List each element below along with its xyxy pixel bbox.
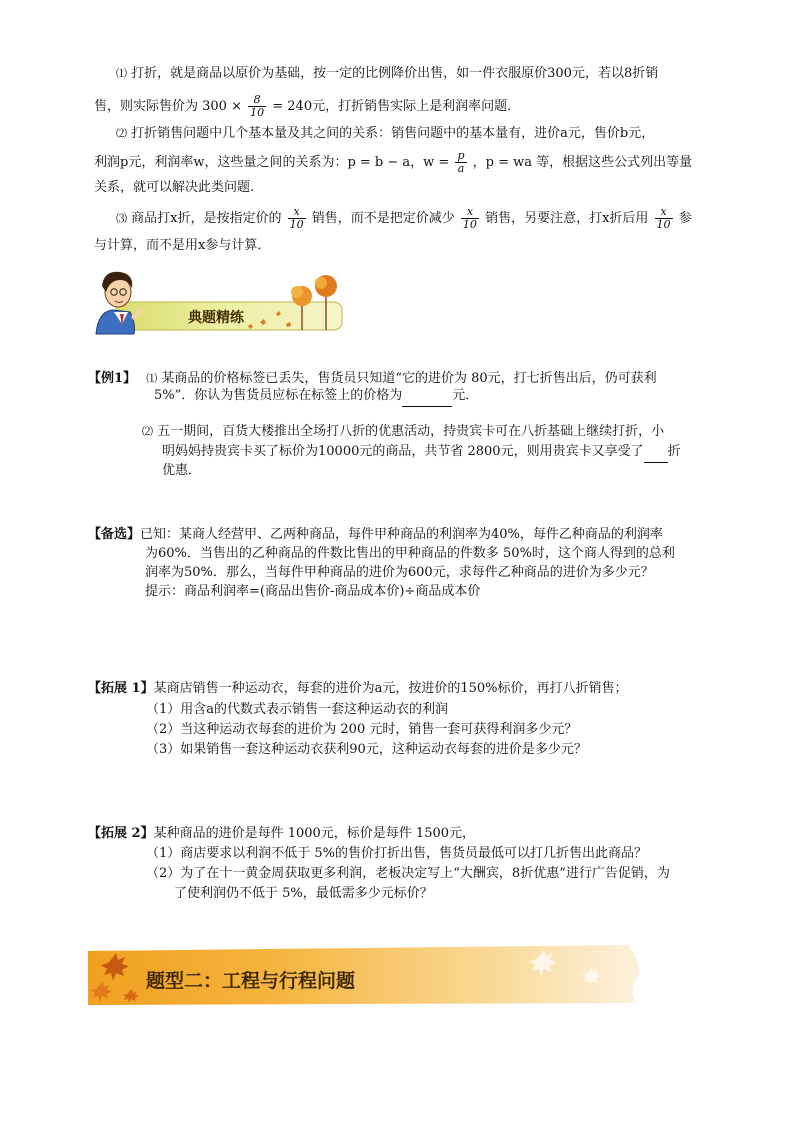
intro-p1-line1 [116,64,658,84]
ext1-line1 [88,679,628,699]
backup-line1 [88,525,663,545]
intro-p3-number: ⑶ [116,212,127,225]
example1-q1-answer-blank[interactable] [402,386,452,407]
section-title-engineering: 题型二：工程与行程问题 [146,970,356,992]
example1-line2 [154,386,478,407]
intro-p3-text-a3: 销售，另要注意，打x折后用 [485,211,649,226]
ext2-tag: 【拓展 2】 [88,826,154,841]
intro-p3-text-a1: 商品打x折，是按指定价的 [131,211,282,226]
example1-tag: 【例1】 [88,371,137,386]
ext1-text-a: 某商店销售一种运动衣，每套的进价为a元，按进价的150%标价，再打八折销售； [153,681,628,696]
intro-p3-fraction-1: $\frac{x}{10}$ [289,205,304,231]
backup-line2: 为60%．当售出的乙种商品的件数比售出的甲种商品的件数多 50%时，这个商人得到的总利 [145,546,675,561]
intro-p2-text-b2: ，p = wa 等，根据这些公式列出等量 [472,155,693,170]
example1-q1-text-a: 某商品的价格标签已丢失，售货员只知道“它的进价为 80元，打七折售出后，仍可获利 [161,371,657,386]
ext2-text-a: 某种商品的进价是每件 1000元，标价是每件 1500元， [153,826,476,841]
ext2-q2-line2: 了使利润仍不低于 5%，最低需多少元标价？ [174,886,433,901]
intro-p1-text-b1: 售，则实际售价为 300 × [94,99,242,114]
intro-p1-fraction: $\frac{8}{10}$ [250,93,265,119]
intro-p2-text-a: 打折销售问题中几个基本量及其之间的关系：销售问题中的基本量有，进价a元，售价b元， [131,126,655,141]
intro-p2-line2 [94,148,692,178]
intro-p2-line3: 关系，就可以解决此类问题. [94,180,255,195]
example1-line4 [162,442,681,463]
example1-line3 [142,422,664,442]
backup-hint: 提示：商品利润率=(商品出售价-商品成本价)÷商品成本价 [145,584,481,599]
example1-line5: 优惠． [162,463,202,478]
example1-q2-text-b2: 折 [667,444,681,459]
section-title-example: 典题精练 [188,310,244,326]
intro-p2-text-b1: 利润p元，利润率w，这些量之间的关系为：p = b − a，w = [94,155,450,170]
intro-p1-line2 [94,92,520,122]
ext2-q1: （1）商店要求以利润不低于 5%的售价打折出售，售货员最低可以打几折售出此商品？ [146,846,648,861]
example1-q1-text-b1: 5%”．你认为售货员应标在标签上的价格为 [154,388,403,403]
intro-p3-line1 [116,204,692,234]
section-banner-engineering [88,943,640,1007]
intro-p2-number: ⑵ [116,127,127,140]
intro-p3-line2: 与计算，而不是用x参与计算． [94,238,271,253]
example1-q2-answer-blank[interactable] [644,442,668,463]
intro-p1-text-b2: = 240元，打折销售实际上是利润率问题． [272,99,521,114]
intro-p2-fraction: $\frac{p}{a}$ [457,149,465,175]
intro-p2-line1 [116,124,654,144]
ext1-q3: （3）如果销售一套这种运动衣获利90元，这种运动衣每套的进价是多少元？ [146,742,587,757]
backup-tag: 【备选】 [88,527,141,542]
intro-p3-fraction-2: $\frac{x}{10}$ [462,205,477,231]
intro-p1-text-a: 打折，就是商品以原价为基础，按一定的比例降价出售，如一件衣服原价300元，若以8折销 [131,66,659,81]
backup-line3: 润率为50%．那么，当每件甲种商品的进价为600元，求每件乙种商品的进价为多少元？ [145,565,654,580]
intro-p1-number: ⑴ [116,67,127,80]
intro-p3-fraction-3: $\frac{x}{10}$ [656,205,671,231]
ext2-q2-line1: （2）为了在十一黄金周获取更多利润，老板决定写上“大酬宾，8折优惠”进行广告促销，为 [146,866,670,881]
ext1-tag: 【拓展 1】 [88,681,154,696]
example1-q2-text-b: 明妈妈持贵宾卡买了标价为10000元的商品，共节省 2800元，则用贵宾卡又享受了 [162,444,644,459]
intro-p3-text-a4: 参 [678,211,692,226]
ext1-q2: （2）当这种运动衣每套的进价为 200 元时，销售一套可获得利润多少元？ [146,722,578,737]
example1-q1-text-b2: 元． [452,388,479,403]
example1-q2-number: ⑵ [142,425,153,438]
ext2-line1 [88,824,475,844]
example1-q2-text-a: 五一期间，百货大楼推出全场打八折的优惠活动，持贵宾卡可在八折基础上继续打折，小 [157,424,665,439]
intro-p3-text-a2: 销售，而不是把定价减少 [311,211,455,226]
section-banner-example [88,268,350,338]
ext1-q1: （1）用含a的代数式表示销售一套这种运动衣的利润 [146,702,449,717]
backup-text-a: 已知：某商人经营甲、乙两种商品，每件甲种商品的利润率为40%，每件乙种商品的利润率 [140,527,663,542]
example1-q1-number: ⑴ [146,372,158,385]
